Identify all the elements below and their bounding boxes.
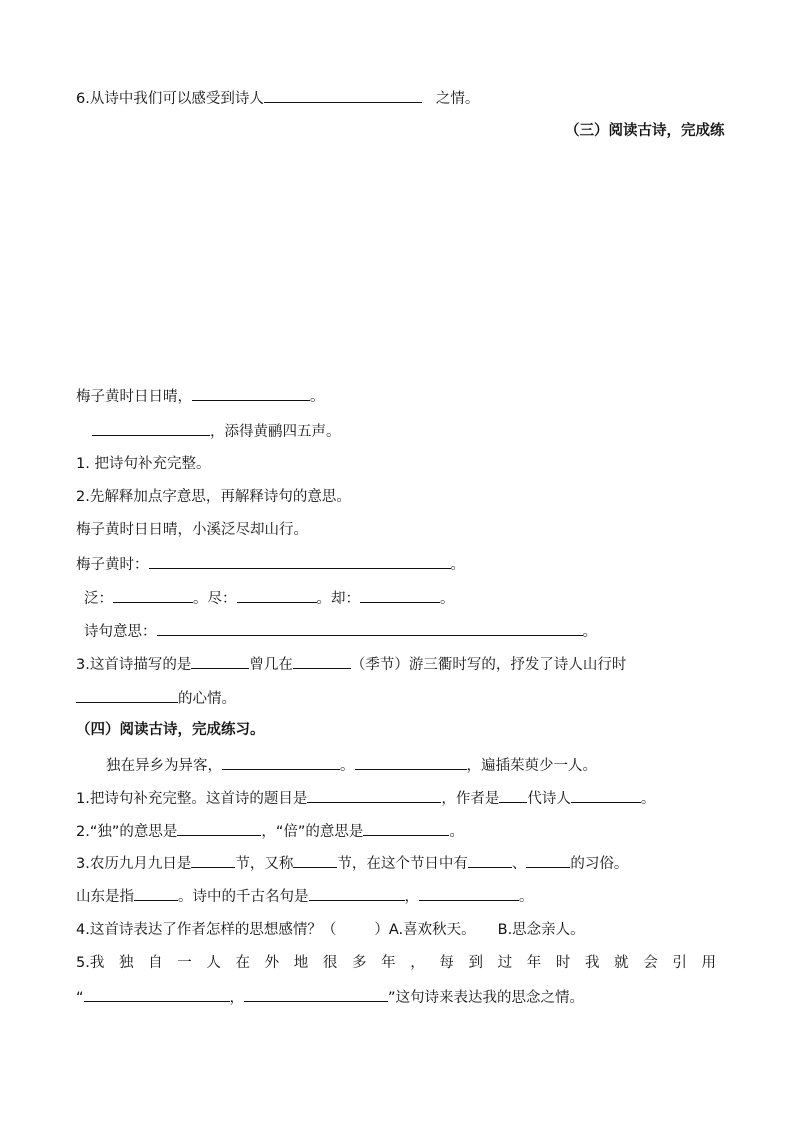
- s4q3-part1: 3.农历九月九日是: [76, 856, 192, 872]
- section-4-heading: （四）阅读古诗，完成练习。: [76, 722, 265, 738]
- s4q1-dynasty-blank[interactable]: [499, 788, 527, 803]
- poem3-line2: [92, 421, 341, 442]
- meaning-end: 。: [582, 624, 597, 640]
- q6-prefix: 6.从诗中我们可以感受到诗人: [76, 91, 264, 107]
- s4q5-comma: ，: [229, 990, 245, 1006]
- s4-question-3: [76, 853, 628, 874]
- s4-question-5-cont: [76, 987, 584, 1008]
- s4q4-option-b: B.思念亲人。: [497, 922, 585, 938]
- poem3-line1-text: 梅子黄时日日晴，: [76, 389, 192, 405]
- s3q3-blank-3[interactable]: [76, 688, 178, 703]
- s4q3-part4: 、: [511, 856, 527, 872]
- s4q3-part9: 。: [519, 889, 534, 905]
- s4q1-part1: 1.把诗句补充完整。这首诗的题目是: [76, 791, 308, 807]
- s4q5-char: 在: [235, 955, 250, 971]
- s4q3-part6: 山东是指: [76, 889, 134, 905]
- fan-blank[interactable]: [113, 588, 193, 603]
- s4q5-char: 我: [584, 955, 600, 971]
- question-6: [76, 88, 479, 109]
- poem3-line2-text: ，添得黄鹂四五声。: [210, 424, 341, 440]
- s3-question-3: [76, 654, 626, 675]
- s3q3-part2: 曾几在: [249, 657, 293, 673]
- s4q5-blank-2[interactable]: [244, 987, 388, 1002]
- s4q5-char: 年: [381, 955, 396, 971]
- s4-question-4: [76, 920, 585, 940]
- section-3-heading: （三）阅读古诗，完成练: [565, 123, 725, 139]
- fan-label: 泛：: [84, 591, 113, 607]
- s3-question-2: 2.先解释加点字意思，再解释诗句的意思。: [76, 489, 351, 505]
- meizi-blank[interactable]: [149, 554, 451, 569]
- meaning-blank[interactable]: [157, 621, 583, 636]
- s3q2-meaning: [84, 621, 597, 642]
- jin-label: 尽：: [207, 591, 237, 607]
- s4q5-char: 自: [148, 955, 163, 971]
- s3-question-2-poem-line: 梅子黄时日日晴，小溪泛尽却山行。: [76, 522, 308, 538]
- s4q3-part7: 。诗中的千古名句是: [178, 889, 309, 905]
- meizi-end: 。: [450, 557, 465, 573]
- que-label: 却：: [331, 591, 360, 607]
- s3-question-3-cont: [76, 688, 236, 709]
- s4-question-2: [76, 821, 464, 842]
- s4q1-part2: ，作者是: [441, 791, 500, 807]
- s3q2-meizi: [76, 554, 465, 575]
- s3q3-blank-1[interactable]: [191, 654, 249, 669]
- jin-end: 。: [316, 591, 331, 607]
- s4q3-blank-4[interactable]: [526, 853, 570, 868]
- s4q3-blank-2[interactable]: [293, 853, 337, 868]
- s4q5-char: 人: [206, 955, 221, 971]
- s4q5-char: 就: [614, 955, 629, 971]
- poem3-line1: [76, 386, 325, 407]
- s4q3-blank-3[interactable]: [468, 853, 512, 868]
- s4-question-3-cont: [76, 886, 534, 907]
- s4q3-part2: 节，又称: [235, 856, 294, 872]
- s3q3-part4: 的心情。: [178, 691, 236, 707]
- s4q3-part8: ，: [404, 889, 419, 905]
- s4q5-char: 一: [177, 955, 192, 971]
- s4q5-close: ”这句诗来表达我的思念之情。: [388, 990, 585, 1006]
- s4q3-part3: 节，在这个节日中有: [337, 856, 468, 872]
- s4q3-blank-1[interactable]: [191, 853, 235, 868]
- s4-question-1: [76, 788, 655, 809]
- s4q5-char: 过: [497, 955, 513, 971]
- s4q5-blank-1[interactable]: [84, 987, 230, 1002]
- s4q2-part1: 2.“独”的意思是: [76, 824, 178, 840]
- meaning-label: 诗句意思：: [84, 624, 157, 640]
- fan-end: 。: [193, 591, 208, 607]
- s4q3-blank-6[interactable]: [309, 886, 405, 901]
- s3-question-1: 1. 把诗句补充完整。: [76, 456, 211, 472]
- s4q5-char: 年: [526, 955, 542, 971]
- s4q5-char: 外: [264, 955, 280, 971]
- poem4-blank-2[interactable]: [355, 755, 467, 770]
- s4q5-char: 地: [293, 955, 309, 971]
- s4q5-char: 很: [322, 955, 338, 971]
- s4q3-part5: 的习俗。: [570, 856, 629, 872]
- s4q1-poet-blank[interactable]: [571, 788, 641, 803]
- poem4-part1: 独在异乡为异客，: [106, 758, 222, 774]
- que-end: 。: [440, 591, 455, 607]
- s4q5-char: 引: [672, 955, 687, 971]
- q6-suffix: 之情。: [435, 91, 480, 107]
- s3q2-words: [84, 588, 455, 609]
- poem4-blank-1[interactable]: [222, 755, 340, 770]
- poem4-part2: 。: [340, 758, 355, 774]
- s4q2-blank-1[interactable]: [177, 821, 261, 836]
- s4q5-char: 到: [468, 955, 483, 971]
- s4q1-title-blank[interactable]: [307, 788, 441, 803]
- poem3-line1-end: 。: [310, 389, 325, 405]
- s4q4-option-a: ）A.喜欢秋天。: [374, 922, 476, 938]
- poem4-part3: ，遍插茱萸少一人。: [466, 758, 597, 774]
- s4q5-char: 会: [643, 955, 658, 971]
- s4-question-5: [76, 953, 716, 973]
- s4q5-char: 每: [439, 955, 454, 971]
- s4q5-char: 独: [118, 955, 134, 971]
- s4q2-part2: ，“倍”的意思是: [261, 824, 364, 840]
- s4q5-open-quote: “: [76, 990, 84, 1006]
- s4q2-blank-2[interactable]: [363, 821, 449, 836]
- s4q1-part3: 代诗人: [527, 791, 571, 807]
- poem3-blank-1[interactable]: [192, 386, 310, 401]
- s4q3-blank-7[interactable]: [419, 886, 519, 901]
- s4q5-char: 5.我: [76, 955, 105, 971]
- s4q1-part4: 。: [640, 791, 656, 807]
- s3q3-part3: （季节）游三衢时写的，抒发了诗人山行时: [350, 657, 627, 673]
- q6-blank[interactable]: [264, 88, 422, 103]
- s4q5-char: 多: [351, 955, 367, 971]
- s4q3-blank-5[interactable]: [134, 886, 178, 901]
- meizi-label: 梅子黄时：: [76, 557, 149, 573]
- s4q5-char: 用: [701, 955, 716, 971]
- poem4-line: [106, 755, 597, 776]
- s3q3-part1: 3.这首诗描写的是: [76, 657, 192, 673]
- s4q4-part1: 4.这首诗表达了作者怎样的思想感情？（: [76, 922, 337, 938]
- s4q2-part3: 。: [449, 824, 464, 840]
- s3q3-blank-2[interactable]: [293, 654, 351, 669]
- jin-blank[interactable]: [237, 588, 317, 603]
- poem3-blank-2[interactable]: [92, 421, 210, 436]
- s4q5-char: ，: [410, 955, 425, 971]
- que-blank[interactable]: [360, 588, 440, 603]
- s4q5-char: 时: [555, 955, 571, 971]
